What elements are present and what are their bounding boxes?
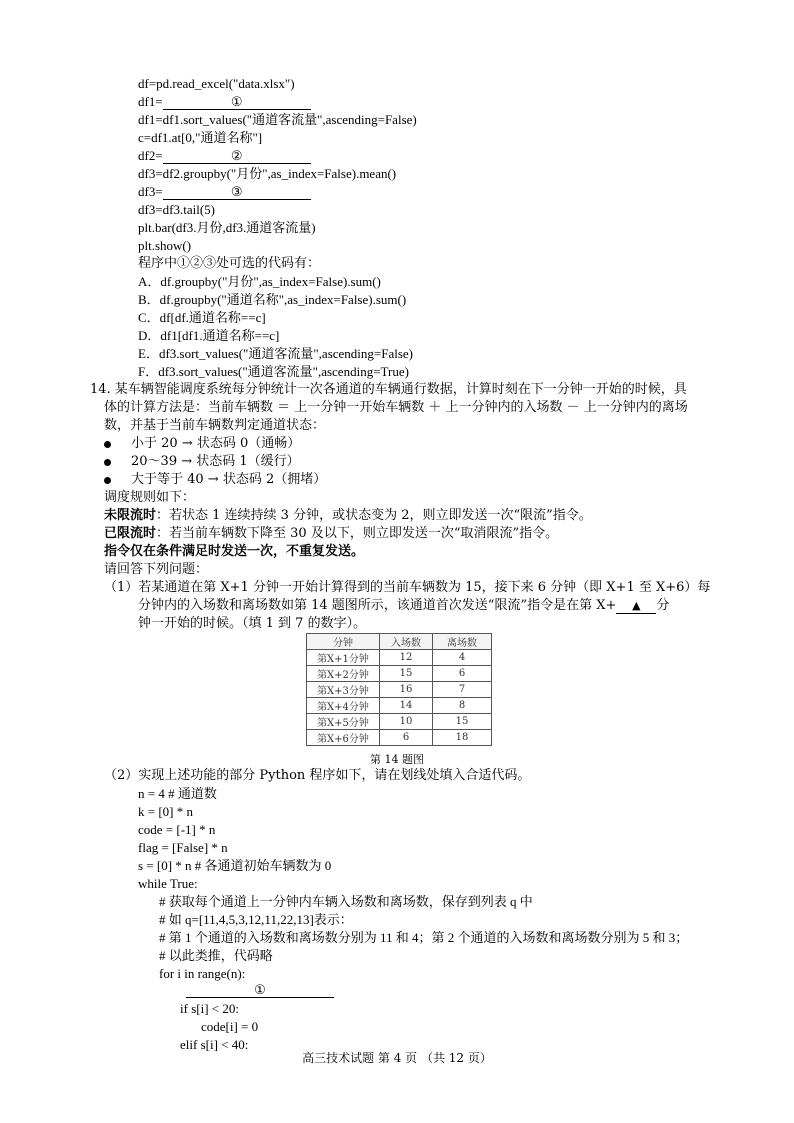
bullet-icon [104,459,111,466]
status-rule-1: 小于 20 → 状态码 0（通畅） [131,436,301,451]
part1-line-3: 钟一开始的时候。（填 1 到 7 的数字）。 [138,616,367,631]
table-cell: 15 [433,714,492,730]
code-line-df2-blank [138,147,311,165]
table-cell: 第X+5分钟 [307,714,380,730]
table-cell: 第X+3分钟 [307,682,380,698]
code-line: elif s[i] < 40: [180,1037,249,1052]
code-line: n = 4 # 通道数 [138,786,217,801]
code-line-read-excel: df=pd.read_excel("data.xlsx") [138,76,295,91]
code-comment: # 如 q=[11,4,5,3,12,11,22,13]表示： [159,912,353,927]
figure-14-table [306,633,492,746]
code-line-plt-bar: plt.bar(df3.月份,df3.通道客流量) [138,220,316,235]
questions-intro: 请回答下列问题： [104,562,209,577]
rule-text: ：若当前车辆数下降至 30 及以下，则立即发送一次“取消限流”指令。 [156,526,559,541]
code-comment: # 获取每个通道上一分钟内车辆入场数和离场数，保存到列表 q 中 [159,894,533,909]
rule-limited [104,525,558,543]
answer-blank-1: ① [163,95,311,110]
code-line: for i in range(n): [159,966,246,981]
table-cell: 6 [433,666,492,682]
table-cell: 第X+4分钟 [307,698,380,714]
table-cell: 18 [433,730,492,746]
table-cell: 4 [433,650,492,666]
part1-line-2 [138,597,669,615]
table-cell: 8 [433,698,492,714]
answer-blank-part2-1: ① [186,983,334,998]
table-cell: 14 [380,698,433,714]
q14-line-1: 14. 某车辆智能调度系统每分钟统计一次各通道的车辆通行数据，计算时刻在下一分钟一开始的时候，具 [90,382,687,397]
rules-intro: 调度规则如下： [104,490,196,505]
q14-line-3: 数，并基于当前车辆数判定通道状态： [104,418,326,433]
option-d: D．df1[df1.通道名称==c] [138,328,280,343]
code-comment: # 第 1 个通道的入场数和离场数分别为 11 和 4；第 2 个通道的入场数和离场数分别为 5 和 3； [159,930,689,945]
code-comment: # 以此类推，代码略 [159,948,273,963]
option-e: E．df3.sort_values("通道客流量",ascending=False) [138,346,414,361]
code-prefix: df3= [138,184,163,199]
part1-line-1: （1）若某通道在第 X+1 分钟一开始计算得到的当前车辆数为 15，接下来 6 分钟（即 X+1 至 X+6）每 [104,580,711,595]
bullet-icon [104,477,111,484]
option-b: B．df.groupby("通道名称",as_index=False).sum() [138,292,407,307]
code-line-blank [186,981,334,999]
table-row [307,698,492,714]
rule-unlimited [104,507,592,525]
code-line: if s[i] < 20: [180,1001,239,1016]
code-line-df3-blank [138,183,311,201]
rule-once: 指令仅在条件满足时发送一次，不重复发送。 [104,544,365,559]
code-line-plt-show: plt.show() [138,238,192,253]
rule-label: 未限流时 [104,508,157,523]
table-header-row [307,634,492,650]
rule-text: ：若状态 1 连续持续 3 分钟，或状态变为 2，则立即发送一次“限流”指令。 [156,508,592,523]
code-line-sort-values: df1=df1.sort_values("通道客流量",ascending=False) [138,112,417,127]
table-cell: 第X+1分钟 [307,650,380,666]
code-line-at: c=df1.at[0,"通道名称"] [138,130,263,145]
status-rule-2: 20～39 → 状态码 1（缓行） [131,454,300,469]
table-header: 分钟 [307,634,380,650]
table-cell: 12 [380,650,433,666]
table-row [307,714,492,730]
bullet-icon [104,441,111,448]
option-c: C．df[df.通道名称==c] [138,310,266,325]
table-cell: 第X+2分钟 [307,666,380,682]
part1-text: 分 [656,598,670,613]
code-line-groupby-mean: df3=df2.groupby("月份",as_index=False).mean() [138,166,397,181]
part1-text: 分钟内的入场数和离场数如第 14 题图所示，该通道首次发送“限流”指令是在第 X+ [138,598,617,613]
code-line: flag = [False] * n [138,840,228,855]
option-a: A．df.groupby("月份",as_index=False).sum() [138,274,381,289]
table-row [307,666,492,682]
table-header: 入场数 [380,634,433,650]
code-line-tail: df3=df3.tail(5) [138,202,216,217]
page-footer: 高三技术试题 第 4 页 （共 12 页） [302,1051,492,1065]
code-line-df1-blank [138,93,311,111]
table-cell: 第X+6分钟 [307,730,380,746]
code-line: while True: [138,876,198,891]
answer-blank-3: ③ [163,185,311,200]
figure-caption: 第 14 题图 [370,753,424,766]
option-f: F．df3.sort_values("通道客流量",ascending=True) [138,364,409,379]
code-line: code = [-1] * n [138,822,216,837]
code-line: code[i] = 0 [201,1019,259,1034]
code-line: s = [0] * n # 各通道初始车辆数为 0 [138,858,332,873]
code-line: k = [0] * n [138,804,193,819]
table-cell: 7 [433,682,492,698]
table-header: 离场数 [433,634,492,650]
options-intro: 程序中①②③处可选的代码有： [138,256,321,271]
table-cell: 6 [380,730,433,746]
rule-label: 已限流时 [104,526,157,541]
status-rule-3: 大于等于 40 → 状态码 2（拥堵） [131,472,327,487]
table-cell: 10 [380,714,433,730]
table-row [307,682,492,698]
answer-blank-2: ② [163,149,311,164]
table-row [307,650,492,666]
table-row [307,730,492,746]
q14-line-2: 体的计算方法是：当前车辆数 ＝ 上一分钟一开始车辆数 ＋ 上一分钟内的入场数 － 上一分钟内的离场 [104,400,688,415]
table-cell: 15 [380,666,433,682]
table-cell: 16 [380,682,433,698]
answer-blank-x: ▲ [616,599,656,614]
code-prefix: df1= [138,94,163,109]
code-prefix: df2= [138,148,163,163]
part2-intro: （2）实现上述功能的部分 Python 程序如下，请在划线处填入合适代码。 [104,768,531,783]
